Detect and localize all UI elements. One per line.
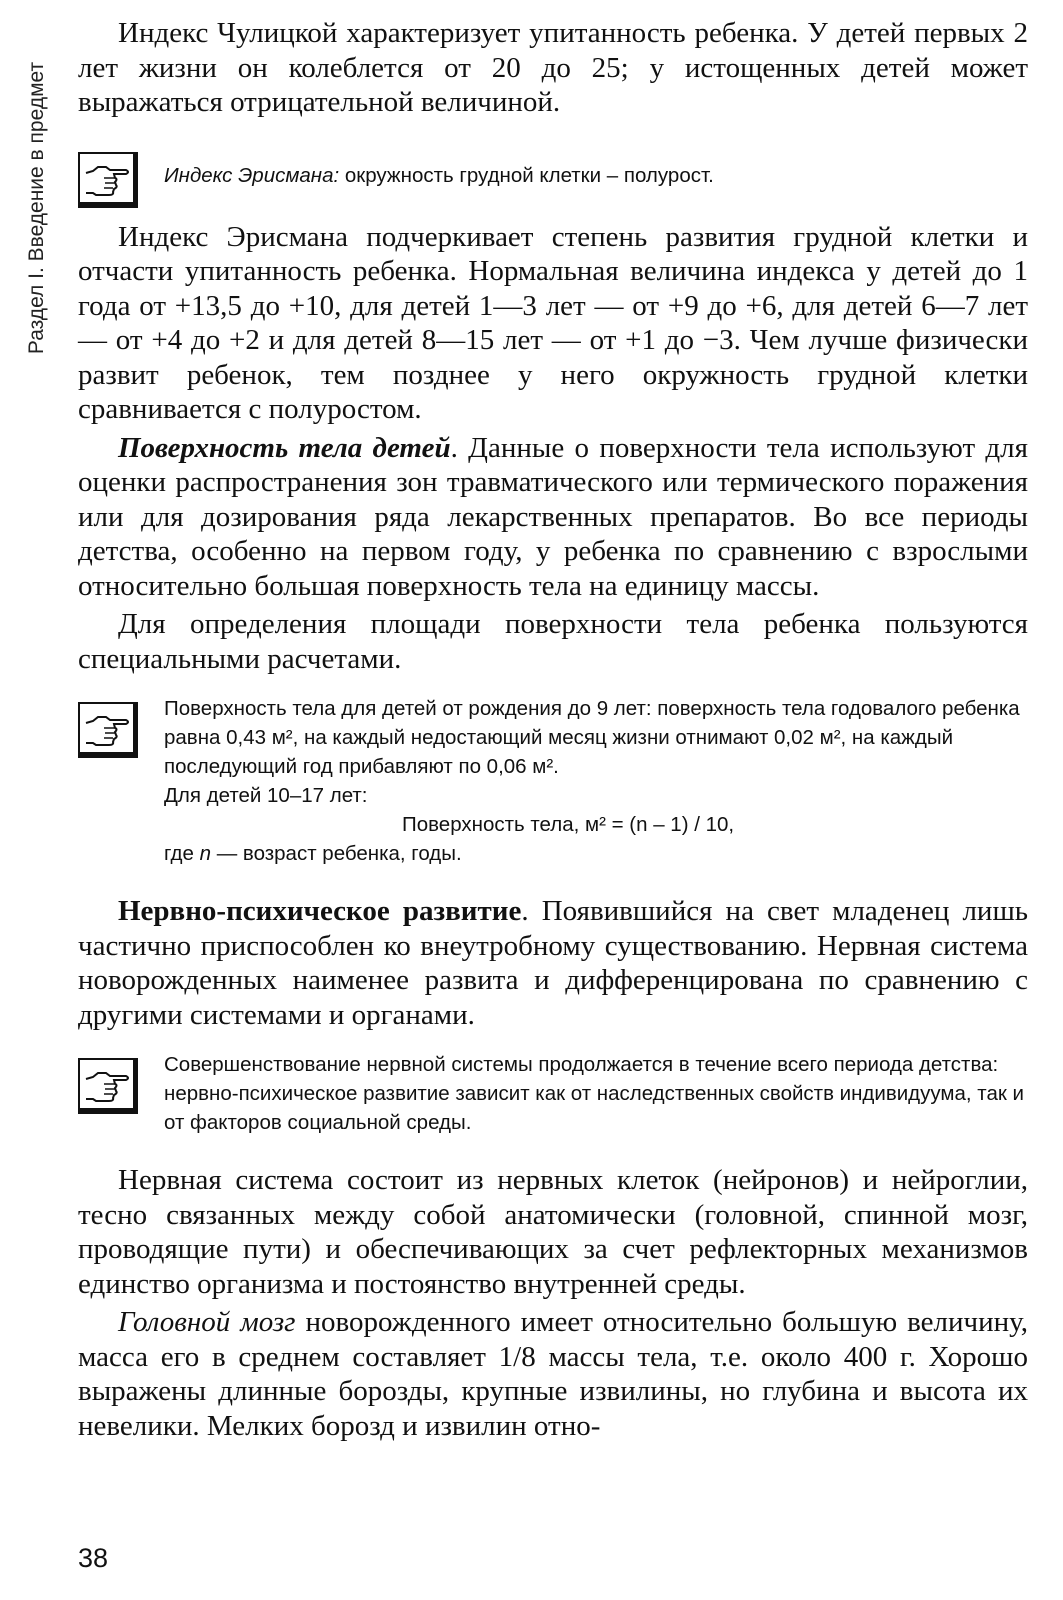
note-erisman-definition: окружность грудной клетки – полурост. — [339, 163, 714, 187]
note-surface-under-9: Поверхность тела для детей от рождения до 9 лет: поверхность тела годовалого ребенка равна 0,43 м², на каждый недостающий месяц жизни отнимают 0,02 м², на каждый последующий год прибавляют по 0,06 м². — [164, 697, 1020, 778]
note-erisman-text — [164, 142, 1028, 196]
neuro-development-heading: Нервно-психическое развитие — [118, 895, 522, 927]
note-erisman-term: Индекс Эрисмана: — [164, 163, 340, 187]
page-number: 38 — [78, 1543, 109, 1573]
note-surface-10-17: Для детей 10–17 лет: — [164, 784, 368, 807]
formula-legend-suffix: — возраст ребенка, годы. — [211, 842, 462, 865]
section-title: Раздел I. Введение в предмет — [25, 61, 48, 355]
surface-formula: Поверхность тела, м² = (n – 1) / 10, — [402, 813, 735, 836]
paragraph-brain — [78, 1305, 1028, 1443]
page-content — [78, 16, 1028, 1447]
body-surface-heading: Поверхность тела детей — [118, 431, 451, 464]
paragraph-nervous-system: Нервная система состоит из нервных клеток (нейронов) и нейроглии, тесно связанных между собой анатомически (головной, спинной мозг, проводящие пути) и обеспечивающих за счет рефлекторных механизмов единство организма и постоянство внутренней среды. — [78, 1164, 1028, 1300]
formula-variable: n — [199, 842, 212, 865]
pointing-hand-icon — [78, 1058, 138, 1114]
paragraph-chulitskaya-index: Индекс Чулицкой характеризует упитанность ребенка. У детей первых 2 лет жизни он колеблется от 20 до 25; у истощенных детей может выражаться отрицательной величиной. — [78, 17, 1028, 118]
brain-heading: Головной мозг — [118, 1306, 296, 1338]
note-nervous-system — [78, 1050, 1028, 1137]
body-surface-text: . Данные о поверхности тела используют для оценки распространения зон травматического или термического поражения или для дозирования ряда лекарственных препаратов. Во все периоды детства, особенно на первом году, у ребенка по сравнению с взрослыми относительно большая поверхность тела на единицу массы. — [78, 431, 1028, 602]
formula-legend-prefix: где — [164, 842, 200, 865]
pointing-hand-icon — [78, 152, 138, 208]
paragraph-surface-calculation: Для определения площади поверхности тела ребенка пользуются специальными расчетами. — [78, 608, 1028, 675]
brain-text: новорожденного имеет относительно большую величину, масса его в среднем составляет 1/8 массы тела, т.е. около 400 г. Хорошо выражены длинные борозды, крупные извилины, но глубина и высота их невелики. Мелких борозд и извилин отно- — [78, 1306, 1028, 1442]
note-erisman-index — [78, 142, 1028, 196]
pointing-hand-icon — [78, 702, 138, 758]
section-side-label — [14, 20, 60, 396]
note-body-surface-formula — [78, 694, 1028, 868]
paragraph-body-surface — [78, 431, 1028, 604]
formula-legend — [164, 839, 1028, 868]
note-nervous-system-text: Совершенствование нервной системы продолжается в течение всего периода детства: нервно-психическое развитие зависит как от наследственных свойств индивидуума, так и от факторов социальной среды. — [164, 1053, 1024, 1134]
paragraph-neuro-development — [78, 894, 1028, 1032]
neuro-development-text: . Появившийся на свет младенец лишь частично приспособлен ко внеутробному существованию. Нервная система новорожденных наименее развита и дифференцирована по сравнению с другими системами и органами. — [78, 895, 1029, 1031]
paragraph-erisman-index: Индекс Эрисмана подчеркивает степень развития грудной клетки и отчасти упитанность ребенка. Нормальная величина индекса у детей до 1 года от +13,5 до +10, для детей 1—3 лет — от +9 до +6, для детей 6—7 лет — от +4 до +2 и для детей 8—15 лет — от +1 до −3. Чем лучше физически развит ребенок, тем позднее у него окружность грудной клетки сравнивается с полуростом. — [78, 220, 1028, 425]
